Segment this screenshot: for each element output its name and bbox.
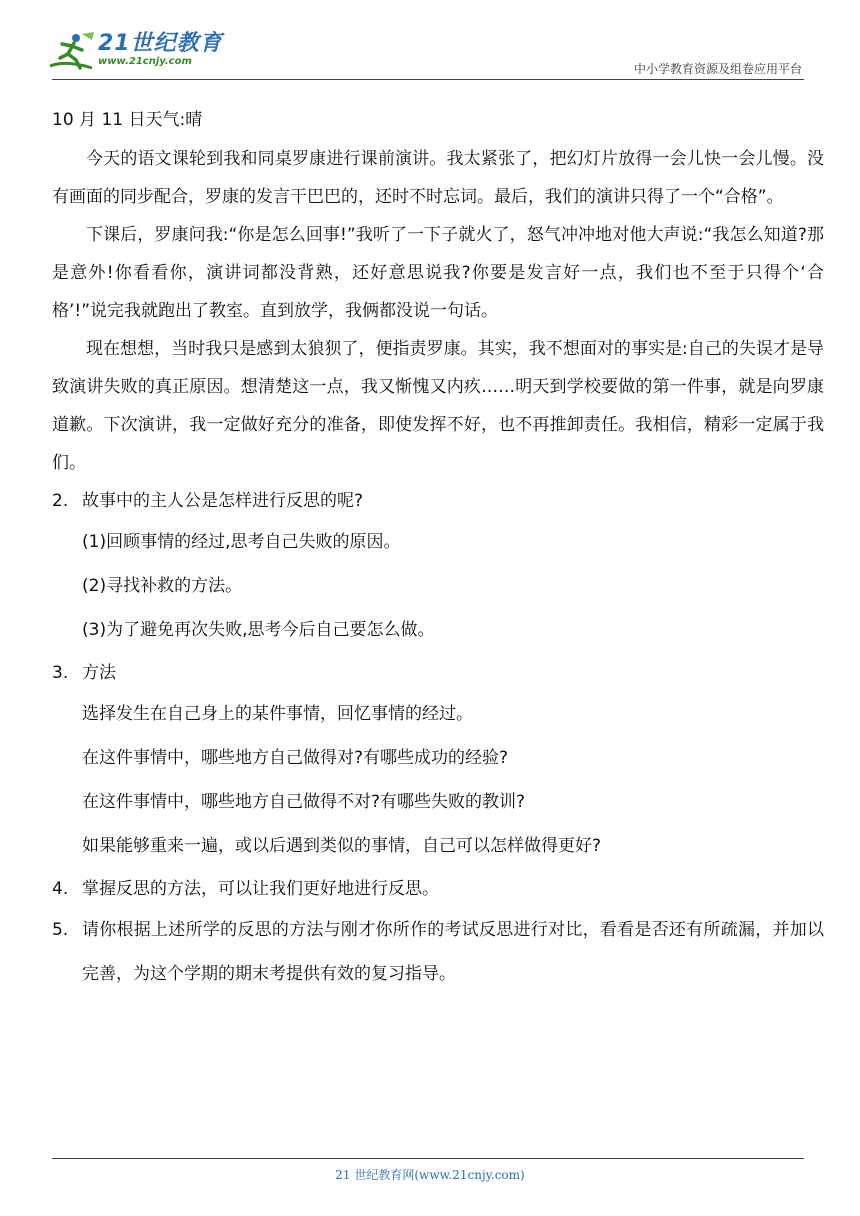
diary-paragraph-3: 现在想想，当时我只是感到太狼狈了，便指责罗康。其实，我不想面对的事实是:自己的失误才是导致演讲失败的真正原因。想清楚这一点，我又惭愧又内疚……明天到学校要做的第一件事，就是向罗康道歉。下次演讲，我一定做好充分的准备，即使发挥不好，也不再推卸责任。我相信，精彩一定属于我们。 [52,339,824,473]
sub-item: 在这件事情中，哪些地方自己做得对?有哪些成功的经验? [82,748,509,768]
logo-text: 21世纪教育 [98,31,223,56]
platform-label: 中小学教育资源及组卷应用平台 [633,62,802,76]
sub-item: 选择发生在自己身上的某件事情，回忆事情的经过。 [82,704,473,724]
item-text: 请你根据上述所学的反思的方法与刚才你所作的考试反思进行对比，看看是否还有所疏漏，并加以完善，为这个学期的期末考提供有效的复习指导。 [82,920,824,984]
diary-paragraph-1: 今天的语文课轮到我和同桌罗康进行课前演讲。我太紧张了，把幻灯片放得一会儿快一会儿慢。没有画面的同步配合，罗康的发言干巴巴的，还时不时忘词。最后，我们的演讲只得了一个“合格”。 [52,149,824,207]
item-text: 方法 [82,663,116,683]
footer-divider [52,1158,804,1159]
logo-url: www.21cnjy.com [98,56,192,67]
list-item-4 [52,870,824,908]
sub-item: 在这件事情中，哪些地方自己做得不对?有哪些失败的教训? [82,792,526,812]
item-text: 故事中的主人公是怎样进行反思的呢? [82,491,364,511]
item-number: 5. [52,920,69,940]
item-number: 3. [52,663,69,683]
sub-item: (1)回顾事情的经过,思考自己失败的原因。 [82,532,401,552]
sub-item: 如果能够重来一遍，或以后遇到类似的事情，自己可以怎样做得更好? [82,836,602,856]
runner-logo-icon [46,30,98,74]
item-number: 4. [52,879,69,899]
item-text: 掌握反思的方法，可以让我们更好地进行反思。 [82,879,439,899]
page-footer: 21 世纪教育网(www.21cnjy.com) [335,1168,525,1182]
list-item-2 [52,482,824,520]
diary-date: 10 月 11 日天气:晴 [52,110,203,130]
logo [46,26,226,78]
sub-item: (2)寻找补救的方法。 [82,576,243,596]
diary-paragraph-2: 下课后，罗康问我:“你是怎么回事!”我听了一下子就火了，怒气冲冲地对他大声说:“我怎么知道?那是意外!你看看你，演讲词都没背熟，还好意思说我?你要是发言好一点，我们也不至于只得个‘合格’!”说完我就跑出了教室。直到放学，我俩都没说一句话。 [52,225,824,321]
document-body [52,104,824,996]
list-item-5 [52,908,824,996]
list-item-3 [52,654,824,692]
item-number: 2. [52,491,69,511]
page-header [0,0,860,90]
header-divider [52,79,804,80]
sub-item: (3)为了避免再次失败,思考今后自己要怎么做。 [82,620,435,640]
